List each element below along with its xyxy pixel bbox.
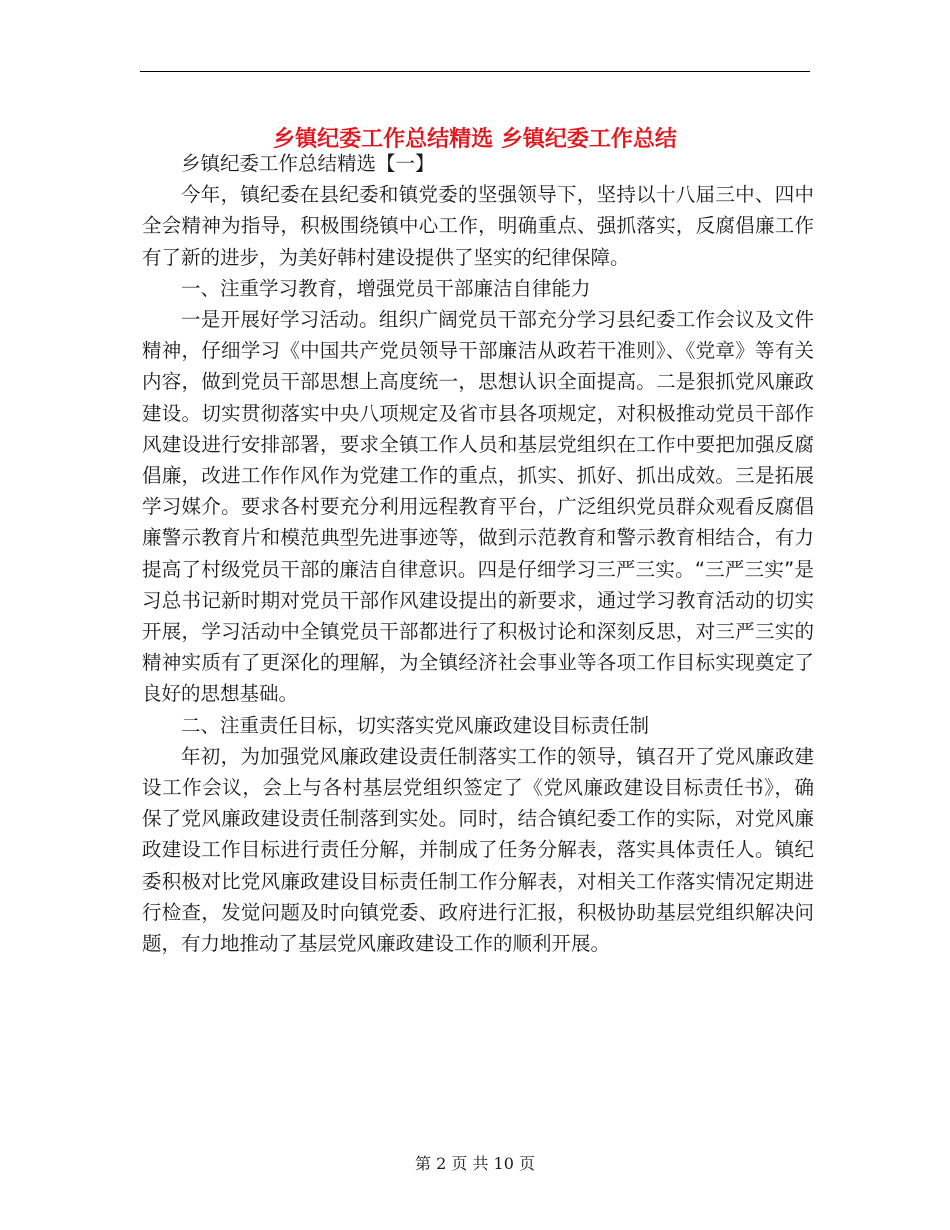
- paragraph: 一是开展好学习活动。组织广阔党员干部充分学习县纪委工作会议及文件精神，仔细学习《中国共产党员领导干部廉洁从政若干准则》、《党章》等有关内容，做到党员干部思想上高度统一，思想认识全面提高。二是狠抓党风廉政建设。切实贯彻落实中央八项规定及省市县各项规定，对积极推动党员干部作风建设进行安排部署，要求全镇工作人员和基层党组织在工作中要把加强反腐倡廉，改进工作作风作为党建工作的重点，抓实、抓好、抓出成效。三是拓展学习媒介。要求各村要充分利用远程教育平台，广泛组织党员群众观看反腐倡廉警示教育片和模范典型先进事迹等，做到示范教育和警示教育相结合，有力提高了村级党员干部的廉洁自律意识。四是仔细学习三严三实。“三严三实”是习总书记新时期对党员干部作风建设提出的新要求，通过学习教育活动的切实开展，学习活动中全镇党员干部都进行了积极讨论和深刻反思，对三严三实的精神实质有了更深化的理解，为全镇经济社会事业等各项工作目标实现奠定了良好的思想基础。: [142, 308, 814, 706]
- header-rule: [140, 71, 810, 72]
- document-title: 乡镇纪委工作总结精选 乡镇纪委工作总结: [273, 126, 677, 152]
- document-body: [142, 148, 814, 959]
- paragraph: 年初，为加强党风廉政建设责任制落实工作的领导，镇召开了党风廉政建设工作会议，会上与各村基层党组织签定了《党风廉政建设目标责任书》，确保了党风廉政建设责任制落到实处。同时，结合镇纪委工作的实际，对党风廉政建设工作目标进行责任分解，并制成了任务分解表，落实具体责任人。镇纪委积极对比党风廉政建设目标责任制工作分解表，对相关工作落实情况定期进行检查，发觉问题及时向镇党委、政府进行汇报，积极协助基层党组织解决问题，有力地推动了基层党风廉政建设工作的顺利开展。: [142, 744, 814, 956]
- page-number: 第 2 页 共 10 页: [415, 1154, 535, 1173]
- paragraph: 今年，镇纪委在县纪委和镇党委的坚强领导下，坚持以十八届三中、四中全会精神为指导，积极围绕镇中心工作，明确重点、强抓落实，反腐倡廉工作有了新的进步，为美好韩村建设提供了坚实的纪律保障。: [142, 183, 814, 269]
- section-heading: 一、注重学习教育，增强党员干部廉洁自律能力: [181, 276, 591, 300]
- section-heading: 二、注重责任目标，切实落实党风廉政建设目标责任制: [181, 713, 650, 737]
- section-heading: 乡镇纪委工作总结精选【一】: [181, 152, 435, 175]
